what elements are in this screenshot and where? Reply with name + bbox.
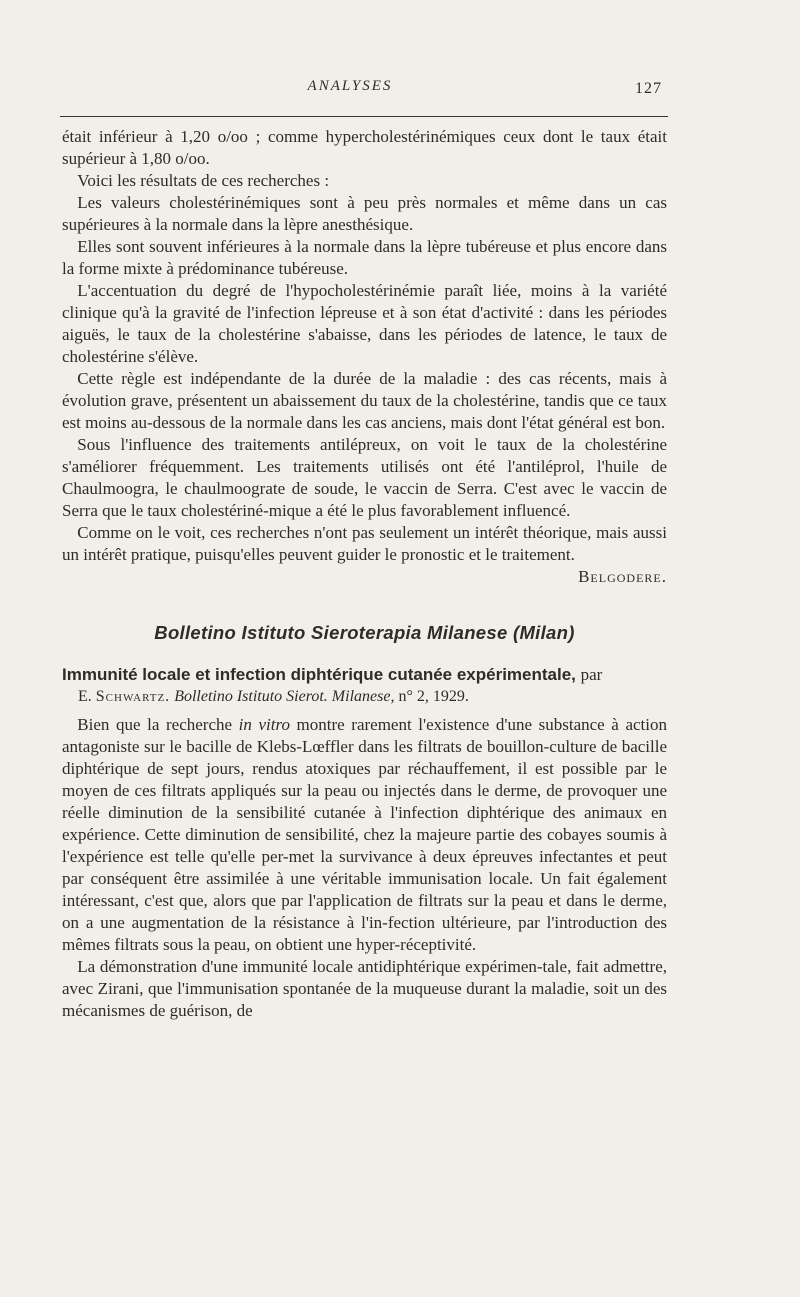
- paragraph: Les valeurs cholestérinémiques sont à peu près normales et même dans un cas supérieures à la normale dans la lèpre anesthésique.: [62, 193, 667, 234]
- source-journal: Bolletino Istituto Sierot. Milanese,: [174, 688, 395, 705]
- paragraph: La démonstration d'une immunité locale antidiphtérique expérimen-tale, fait admettre, avec Zirani, que l'immunisation spontanée de la muqueuse durant la maladie, soit un des mécanismes de guérison, de: [62, 957, 667, 1020]
- paragraph: Sous l'influence des traitements antilépreux, on voit le taux de la cholestérine s'améliorer fréquemment. Les traitements utilisés ont été l'antiléprol, l'huile de Chaulmoogra, le chaulmoograte de soude, le vaccin de Serra. C'est avec le vaccin de Serra que le taux cholestériné-mique a été le plus favorablement influencé.: [62, 435, 667, 520]
- page-number: 127: [635, 80, 662, 97]
- paragraph: Voici les résultats de ces recherches :: [77, 171, 330, 190]
- journal-heading: Bolletino Istituto Sieroterapia Milanese (Milan): [154, 622, 575, 643]
- paragraph: Elles sont souvent inférieures à la normale dans la lèpre tubéreuse et plus encore dans la forme mixte à prédominance tubéreuse.: [62, 237, 667, 278]
- signature: Belgodere.: [578, 567, 667, 586]
- article-title-par: par: [580, 665, 603, 684]
- paragraph-text-start: Bien que la recherche: [77, 715, 239, 734]
- paragraph: [62, 522, 667, 566]
- article-title-text: Immunité locale et infection diphtérique cutanée expérimentale,: [62, 665, 576, 684]
- paragraph-italic: in vitro: [238, 715, 290, 734]
- signature-line: [62, 566, 667, 588]
- paragraph: Cette règle est indépendante de la durée de la maladie : des cas récents, mais à évolution grave, présentent un abaissement du taux de la cholestérine, tandis que ce taux est moins au-dessous de la normale dans les cas anciens, mais dont l'état général est bon.: [62, 369, 667, 432]
- paragraph-text-rest: montre rarement l'existence d'une substance à action antagoniste sur le bacille de Klebs-Lœffler dans les filtrats de bouillon-culture de bacille diphtérique de sept jours, rendus atoxiques par réchauffement, il est possible par le moyen de ces filtrats appliqués sur la peau ou injectés dans le derme, de provoquer une réelle diminution de la sensibilité cutanée à l'infection diphtérique des animaux en expérience. Cette diminution de sensibilité, chez la majeure partie des cobayes soumis à l'expérience est telle qu'elle per-met la survivance à deux épreuves infectantes et peut par conséquent être assimilée à une véritable immunisation locale. Un fait également intéressant, c'est que, alors que par l'application de filtrats sur la peau et dans le derme, on a une augmentation de la résistance à l'in-fection ultérieure, par l'introduction des mêmes filtrats sous la peau, on obtient une hyper-réceptivité.: [62, 715, 667, 954]
- running-title: ANALYSES: [307, 78, 393, 94]
- source-issue: n° 2, 1929.: [398, 688, 469, 705]
- header-rule: [60, 116, 668, 117]
- author-initial: E.: [78, 688, 92, 705]
- article-title: [62, 664, 667, 686]
- paragraph-text: Comme on le voit, ces recherches n'ont pas seulement un intérêt théorique, mais aussi un intérêt pratique, puisqu'elles peuvent guider le pronostic et le traitement.: [62, 523, 667, 564]
- page-body: [62, 126, 667, 1022]
- article-reference: [62, 686, 667, 708]
- paragraph: était inférieur à 1,20 o/oo ; comme hypercholestérinémiques ceux dont le taux était supérieur à 1,80 o/oo.: [62, 127, 667, 168]
- paragraph: [62, 714, 667, 956]
- running-header: [0, 78, 800, 102]
- paragraph: L'accentuation du degré de l'hypocholestérinémie paraît liée, moins à la variété clinique qu'à la gravité de l'infection lépreuse et à son état d'activité : dans les périodes aiguës, le taux de la cholestérine s'abaisse, dans les périodes de latence, le taux de cholestérine s'élève.: [62, 281, 667, 366]
- author-name: Schwartz.: [95, 688, 171, 705]
